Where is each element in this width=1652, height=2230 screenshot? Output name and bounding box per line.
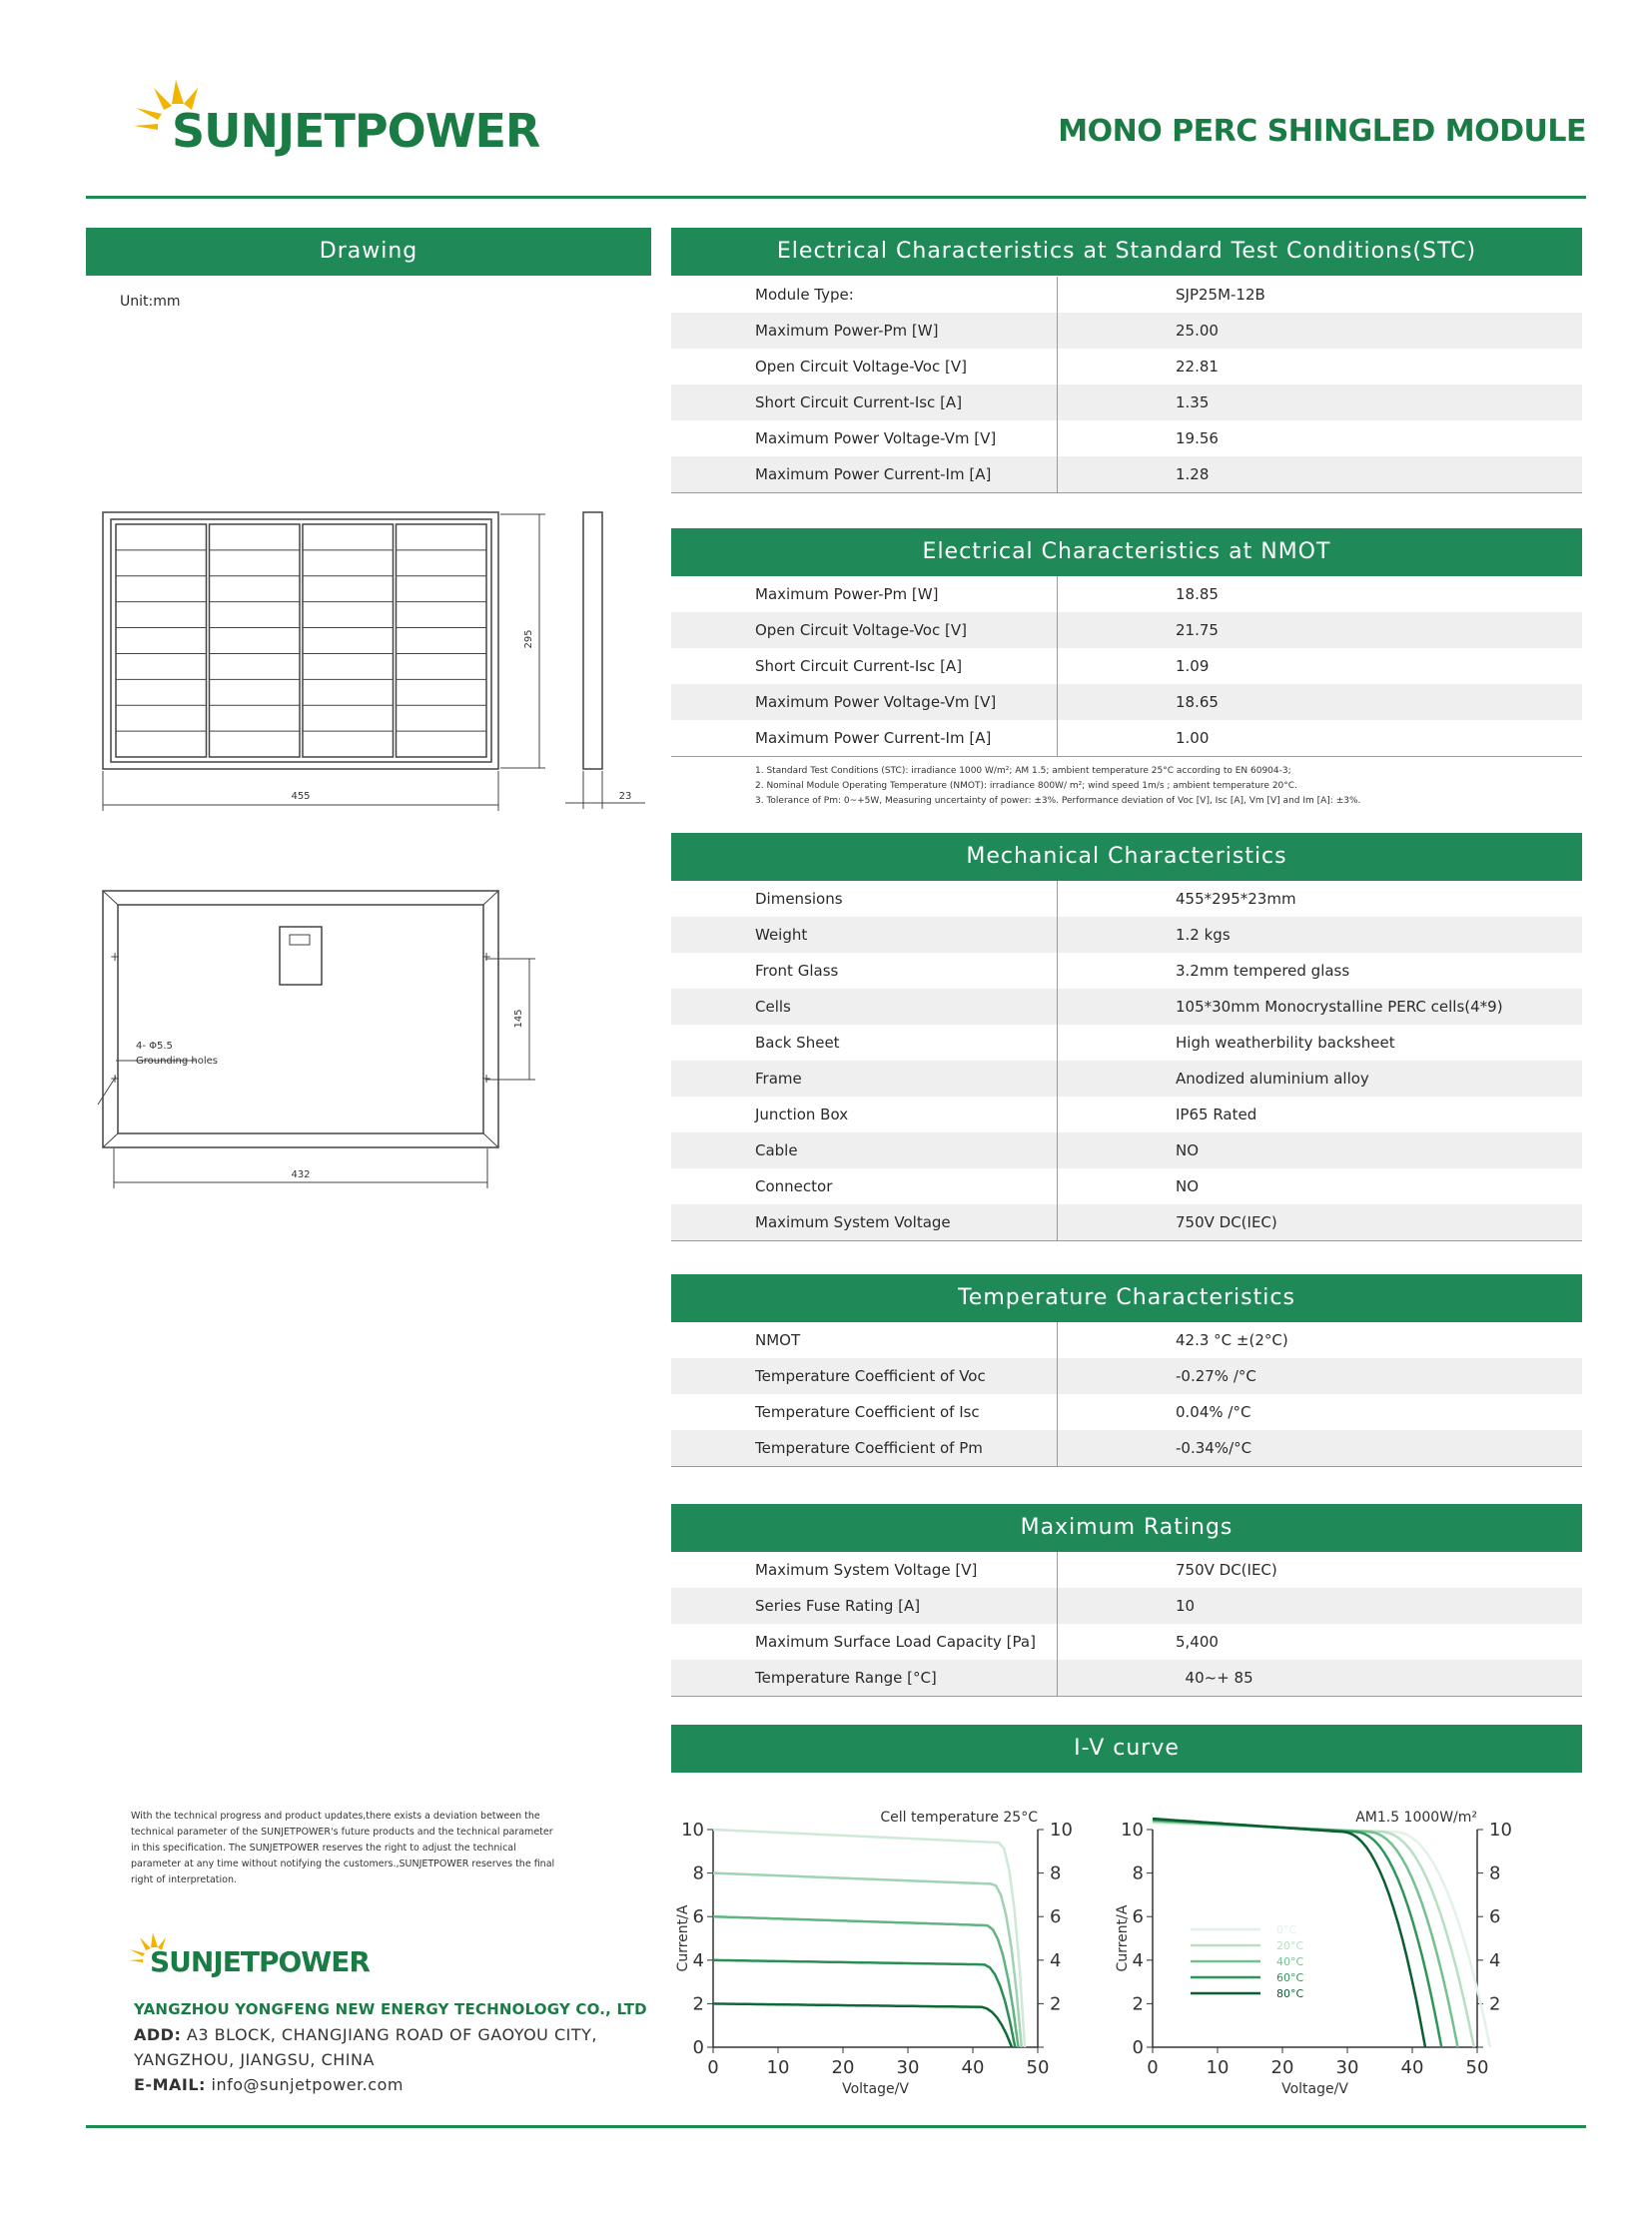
iv-series-line [713, 1830, 1025, 2047]
table-row [671, 277, 1582, 313]
spec-label: Maximum Power Current-Im [A] [671, 456, 1058, 493]
y-tick-label: 10 [1121, 1820, 1144, 1841]
nmot-title: Electrical Characteristics at NMOT [922, 539, 1331, 564]
company-address-2: YANGZHOU, JIANGSU, CHINA [134, 2050, 375, 2069]
iv-series-line [1153, 1821, 1458, 2047]
x-tick-label: 0 [1147, 2057, 1159, 2078]
svg-text:+: + [481, 950, 492, 964]
spec-value: 1.35 [1058, 384, 1583, 420]
spec-value: Anodized aluminium alloy [1058, 1061, 1583, 1097]
y-tick-label: 2 [692, 1993, 704, 2015]
spec-label: Maximum Power-Pm [W] [671, 313, 1058, 349]
y-tick-label: 0 [1132, 2037, 1144, 2058]
spec-label: Maximum System Voltage [V] [671, 1552, 1058, 1588]
drawing-banner [86, 228, 651, 276]
legend-label: 20°C [1276, 1939, 1304, 1952]
mechanical-title: Mechanical Characteristics [966, 844, 1287, 869]
spec-value: 10 [1058, 1588, 1583, 1624]
table-row [671, 953, 1582, 989]
dim-145: 145 [513, 1009, 524, 1029]
dim-432: 432 [291, 1169, 311, 1180]
spec-value: NO [1176, 1177, 1200, 1195]
table-row [671, 1204, 1582, 1241]
spec-value: SJP25M-12B [1176, 286, 1265, 304]
stc-banner [671, 228, 1582, 276]
y-tick-label: 10 [681, 1820, 704, 1841]
table-row [671, 1660, 1582, 1697]
iv-title: I-V curve [1074, 1736, 1180, 1761]
x-tick-label: 40 [961, 2057, 985, 2078]
y-tick-label: 8 [692, 1862, 704, 1884]
brand-name: SUNJETPOWER [172, 104, 540, 158]
y-tick-label-right: 4 [1489, 1949, 1501, 1971]
y-tick-label: 2 [1132, 1993, 1144, 2015]
spec-value: 18.85 [1176, 585, 1219, 603]
iv-banner [671, 1725, 1582, 1773]
mechanical-table [671, 881, 1582, 1241]
company-email: E-MAIL: info@sunjetpower.com [134, 2075, 404, 2094]
ratings-table [671, 1552, 1582, 1697]
mechanical-banner [671, 833, 1582, 881]
legend-label: 80°C [1276, 1987, 1304, 2000]
cell-column [210, 524, 301, 757]
x-tick-label: 10 [1206, 2057, 1230, 2078]
x-tick-label: 20 [1270, 2057, 1294, 2078]
back-view [98, 891, 535, 1188]
spec-value: 105*30mm Monocrystalline PERC cells(4*9) [1058, 989, 1583, 1025]
table-row [671, 576, 1582, 612]
front-view [103, 512, 645, 811]
spec-label: Back Sheet [671, 1025, 1058, 1061]
spec-label: Cells [671, 989, 1058, 1025]
bottom-rule [86, 2125, 1586, 2128]
y-axis-label: Current/A [1115, 1904, 1131, 1972]
stc-table [671, 277, 1582, 493]
dim-455: 455 [291, 791, 311, 802]
y-tick-label-right: 8 [1489, 1862, 1501, 1884]
y-tick-label: 8 [1132, 1862, 1144, 1884]
ratings-banner [671, 1504, 1582, 1552]
note-1: 1. Standard Test Conditions (STC): irradiance 1000 W/m²; AM 1.5; ambient temperature 25°C according to EN 60904-3; [755, 766, 1291, 776]
spec-value: 750V DC(IEC) [1176, 1561, 1277, 1579]
spec-value: 455*295*23mm [1176, 890, 1296, 908]
spec-label: Short Circuit Current-Isc [A] [671, 384, 1058, 420]
x-tick-label: 20 [831, 2057, 855, 2078]
table-row [671, 684, 1582, 720]
y-tick-label: 4 [1132, 1949, 1144, 1971]
spec-label: Module Type: [671, 277, 1058, 313]
spec-label: Dimensions [671, 881, 1058, 917]
company-info [134, 1997, 693, 2097]
module-drawing [86, 499, 665, 1218]
iv-series-line [1153, 1822, 1474, 2047]
spec-label: Front Glass [671, 953, 1058, 989]
spec-label: Maximum Power Voltage-Vm [V] [671, 420, 1058, 456]
note-2: 2. Nominal Module Operating Temperature (NMOT): irradiance 800W/ m²; wind speed 1m/s ; ambient temperature 20°C. [755, 781, 1297, 791]
table-row [671, 1358, 1582, 1394]
spec-label: Open Circuit Voltage-Voc [V] [671, 612, 1058, 648]
svg-text:+: + [110, 1072, 121, 1086]
table-row [671, 1394, 1582, 1430]
y-tick-label-right: 2 [1050, 1993, 1062, 2015]
chart-title: Cell temperature 25°C [880, 1810, 1038, 1826]
dim-295: 295 [523, 629, 534, 649]
iv-chart-irradiance [671, 1798, 1101, 2137]
disclaimer-line: right of interpretation. [131, 1874, 237, 1885]
holes-label-2: Grounding holes [136, 1056, 219, 1067]
table-row [671, 648, 1582, 684]
spec-label: Short Circuit Current-Isc [A] [671, 648, 1058, 684]
legend-label: 60°C [1276, 1971, 1304, 1984]
spec-label: Cable [671, 1132, 1058, 1168]
company-address: ADD: A3 BLOCK, CHANGJIANG ROAD OF GAOYOU CITY, [134, 2025, 597, 2044]
stc-title: Electrical Characteristics at Standard Test Conditions(STC) [776, 239, 1477, 264]
chart-title: AM1.5 1000W/m² [1355, 1810, 1477, 1826]
spec-value: 1.28 [1058, 456, 1583, 493]
stc-notes [755, 764, 1574, 809]
dim-23: 23 [618, 791, 632, 802]
spec-value: 19.56 [1176, 429, 1219, 447]
spec-value: 1.09 [1176, 657, 1210, 675]
y-tick-label-right: 6 [1489, 1906, 1501, 1928]
spec-value: 25.00 [1058, 313, 1583, 349]
product-title: MONO PERC SHINGLED MODULE [1058, 114, 1586, 149]
x-tick-label: 50 [1026, 2057, 1050, 2078]
table-row [671, 1624, 1582, 1660]
spec-label: Temperature Coefficient of Voc [671, 1358, 1058, 1394]
table-row [671, 989, 1582, 1025]
spec-value: 750V DC(IEC) [1058, 1204, 1583, 1241]
y-tick-label: 6 [1132, 1906, 1144, 1928]
footer-brand: SUNJETPOWER [150, 1945, 370, 1978]
disclaimer-line: parameter at any time without notifying the customers.,SUNJETPOWER reserves the final [131, 1858, 555, 1869]
table-row [671, 1588, 1582, 1624]
spec-label: Maximum Power-Pm [W] [671, 576, 1058, 612]
table-row [671, 1430, 1582, 1467]
x-tick-label: 30 [896, 2057, 920, 2078]
spec-value: -0.27% /°C [1058, 1358, 1583, 1394]
table-row [671, 1322, 1582, 1358]
x-tick-label: 0 [707, 2057, 719, 2078]
y-tick-label-right: 6 [1050, 1906, 1062, 1928]
y-axis-label: Current/A [675, 1904, 691, 1972]
temperature-title: Temperature Characteristics [958, 1285, 1295, 1310]
ratings-title: Maximum Ratings [1020, 1515, 1234, 1540]
spec-value: NO [1058, 1132, 1583, 1168]
y-tick-label-right: 4 [1050, 1949, 1062, 1971]
nmot-table [671, 576, 1582, 757]
table-row [671, 456, 1582, 493]
x-tick-label: 30 [1335, 2057, 1359, 2078]
y-tick-label: 4 [692, 1949, 704, 1971]
spec-label: Weight [671, 917, 1058, 953]
spec-value: 22.81 [1176, 358, 1219, 375]
spec-value: 1.2 kgs [1058, 917, 1583, 953]
table-row [671, 1061, 1582, 1097]
spec-label: Temperature Range [°C] [671, 1660, 1058, 1697]
table-row [671, 917, 1582, 953]
spec-value: 1.00 [1176, 729, 1210, 747]
spec-value: -0.34%/°C [1058, 1430, 1583, 1467]
holes-label-1: 4- Φ5.5 [136, 1041, 173, 1052]
spec-value: 5,400 [1176, 1633, 1219, 1651]
y-tick-label: 6 [692, 1906, 704, 1928]
company-name: YANGZHOU YONGFENG NEW ENERGY TECHNOLOGY CO., LTD [134, 2000, 647, 2018]
spec-label: Connector [671, 1168, 1058, 1204]
spec-value: 3.2mm tempered glass [1176, 962, 1350, 980]
nmot-banner [671, 528, 1582, 576]
spec-value: 18.65 [1058, 684, 1583, 720]
x-axis-label: Voltage/V [1281, 2081, 1348, 2097]
spec-label: Maximum Power Current-Im [A] [671, 720, 1058, 757]
temperature-table [671, 1322, 1582, 1467]
disclaimer-line: in this specification. The SUNJETPOWER reserves the right to adjust the technical [131, 1843, 516, 1854]
iv-series-line [1153, 1824, 1490, 2048]
spec-label: Temperature Coefficient of Pm [671, 1430, 1058, 1467]
y-tick-label-right: 10 [1489, 1820, 1512, 1841]
cell-column [397, 524, 487, 757]
spec-label: Frame [671, 1061, 1058, 1097]
spec-label: Series Fuse Rating [A] [671, 1588, 1058, 1624]
table-row [671, 349, 1582, 384]
header-logo [132, 74, 540, 164]
iv-chart-temperature [1111, 1798, 1582, 2137]
table-row [671, 881, 1582, 917]
spec-label: Open Circuit Voltage-Voc [V] [671, 349, 1058, 384]
y-tick-label: 0 [692, 2037, 704, 2058]
spec-label: NMOT [671, 1322, 1058, 1358]
spec-label: Temperature Coefficient of Isc [671, 1394, 1058, 1430]
table-row [671, 720, 1582, 757]
top-rule [86, 196, 1586, 199]
spec-value: 21.75 [1058, 612, 1583, 648]
svg-text:+: + [110, 950, 121, 964]
spec-value: 40~+ 85 [1058, 1660, 1583, 1697]
x-tick-label: 50 [1465, 2057, 1489, 2078]
spec-value: 42.3 °C ±(2°C) [1176, 1331, 1288, 1349]
y-tick-label-right: 10 [1050, 1820, 1073, 1841]
spec-value: 0.04% /°C [1176, 1403, 1251, 1421]
table-row [671, 384, 1582, 420]
spec-label: Junction Box [671, 1097, 1058, 1132]
table-row [671, 1132, 1582, 1168]
disclaimer-line: With the technical progress and product updates,there exists a deviation between the [131, 1811, 540, 1822]
spec-label: Maximum Surface Load Capacity [Pa] [671, 1624, 1058, 1660]
spec-label: Maximum Power Voltage-Vm [V] [671, 684, 1058, 720]
x-tick-label: 40 [1400, 2057, 1424, 2078]
table-row [671, 1168, 1582, 1204]
cell-column [303, 524, 394, 757]
y-tick-label-right: 2 [1489, 1993, 1501, 2015]
y-tick-label-right: 8 [1050, 1862, 1062, 1884]
x-tick-label: 10 [766, 2057, 790, 2078]
table-row [671, 612, 1582, 648]
temperature-banner [671, 1274, 1582, 1322]
table-row [671, 1097, 1582, 1132]
footer-logo [128, 1929, 368, 1989]
x-axis-label: Voltage/V [842, 2081, 909, 2097]
drawing-title: Drawing [319, 239, 418, 264]
spec-value: IP65 Rated [1176, 1106, 1257, 1123]
table-row [671, 313, 1582, 349]
legend-label: 40°C [1276, 1955, 1304, 1968]
iv-series-line [713, 1916, 1019, 2047]
cell-column [116, 524, 207, 757]
spec-value: High weatherbility backsheet [1176, 1034, 1395, 1052]
table-row [671, 420, 1582, 456]
spec-label: Maximum System Voltage [671, 1204, 1058, 1241]
unit-label: Unit:mm [120, 294, 181, 310]
note-3: 3. Tolerance of Pm: 0~+5W, Measuring uncertainty of power: ±3%. Performance deviation of Voc [V], Isc [A], Vm [V] and Im [A]: ±3%. [755, 796, 1361, 806]
disclaimer-line: technical parameter of the SUNJETPOWER's future products and the technical parameter [131, 1827, 553, 1838]
svg-text:+: + [481, 1072, 492, 1086]
table-row [671, 1025, 1582, 1061]
disclaimer [131, 1809, 590, 1888]
legend-label: 0°C [1276, 1923, 1297, 1936]
iv-series-line [713, 2003, 1012, 2047]
table-row [671, 1552, 1582, 1588]
